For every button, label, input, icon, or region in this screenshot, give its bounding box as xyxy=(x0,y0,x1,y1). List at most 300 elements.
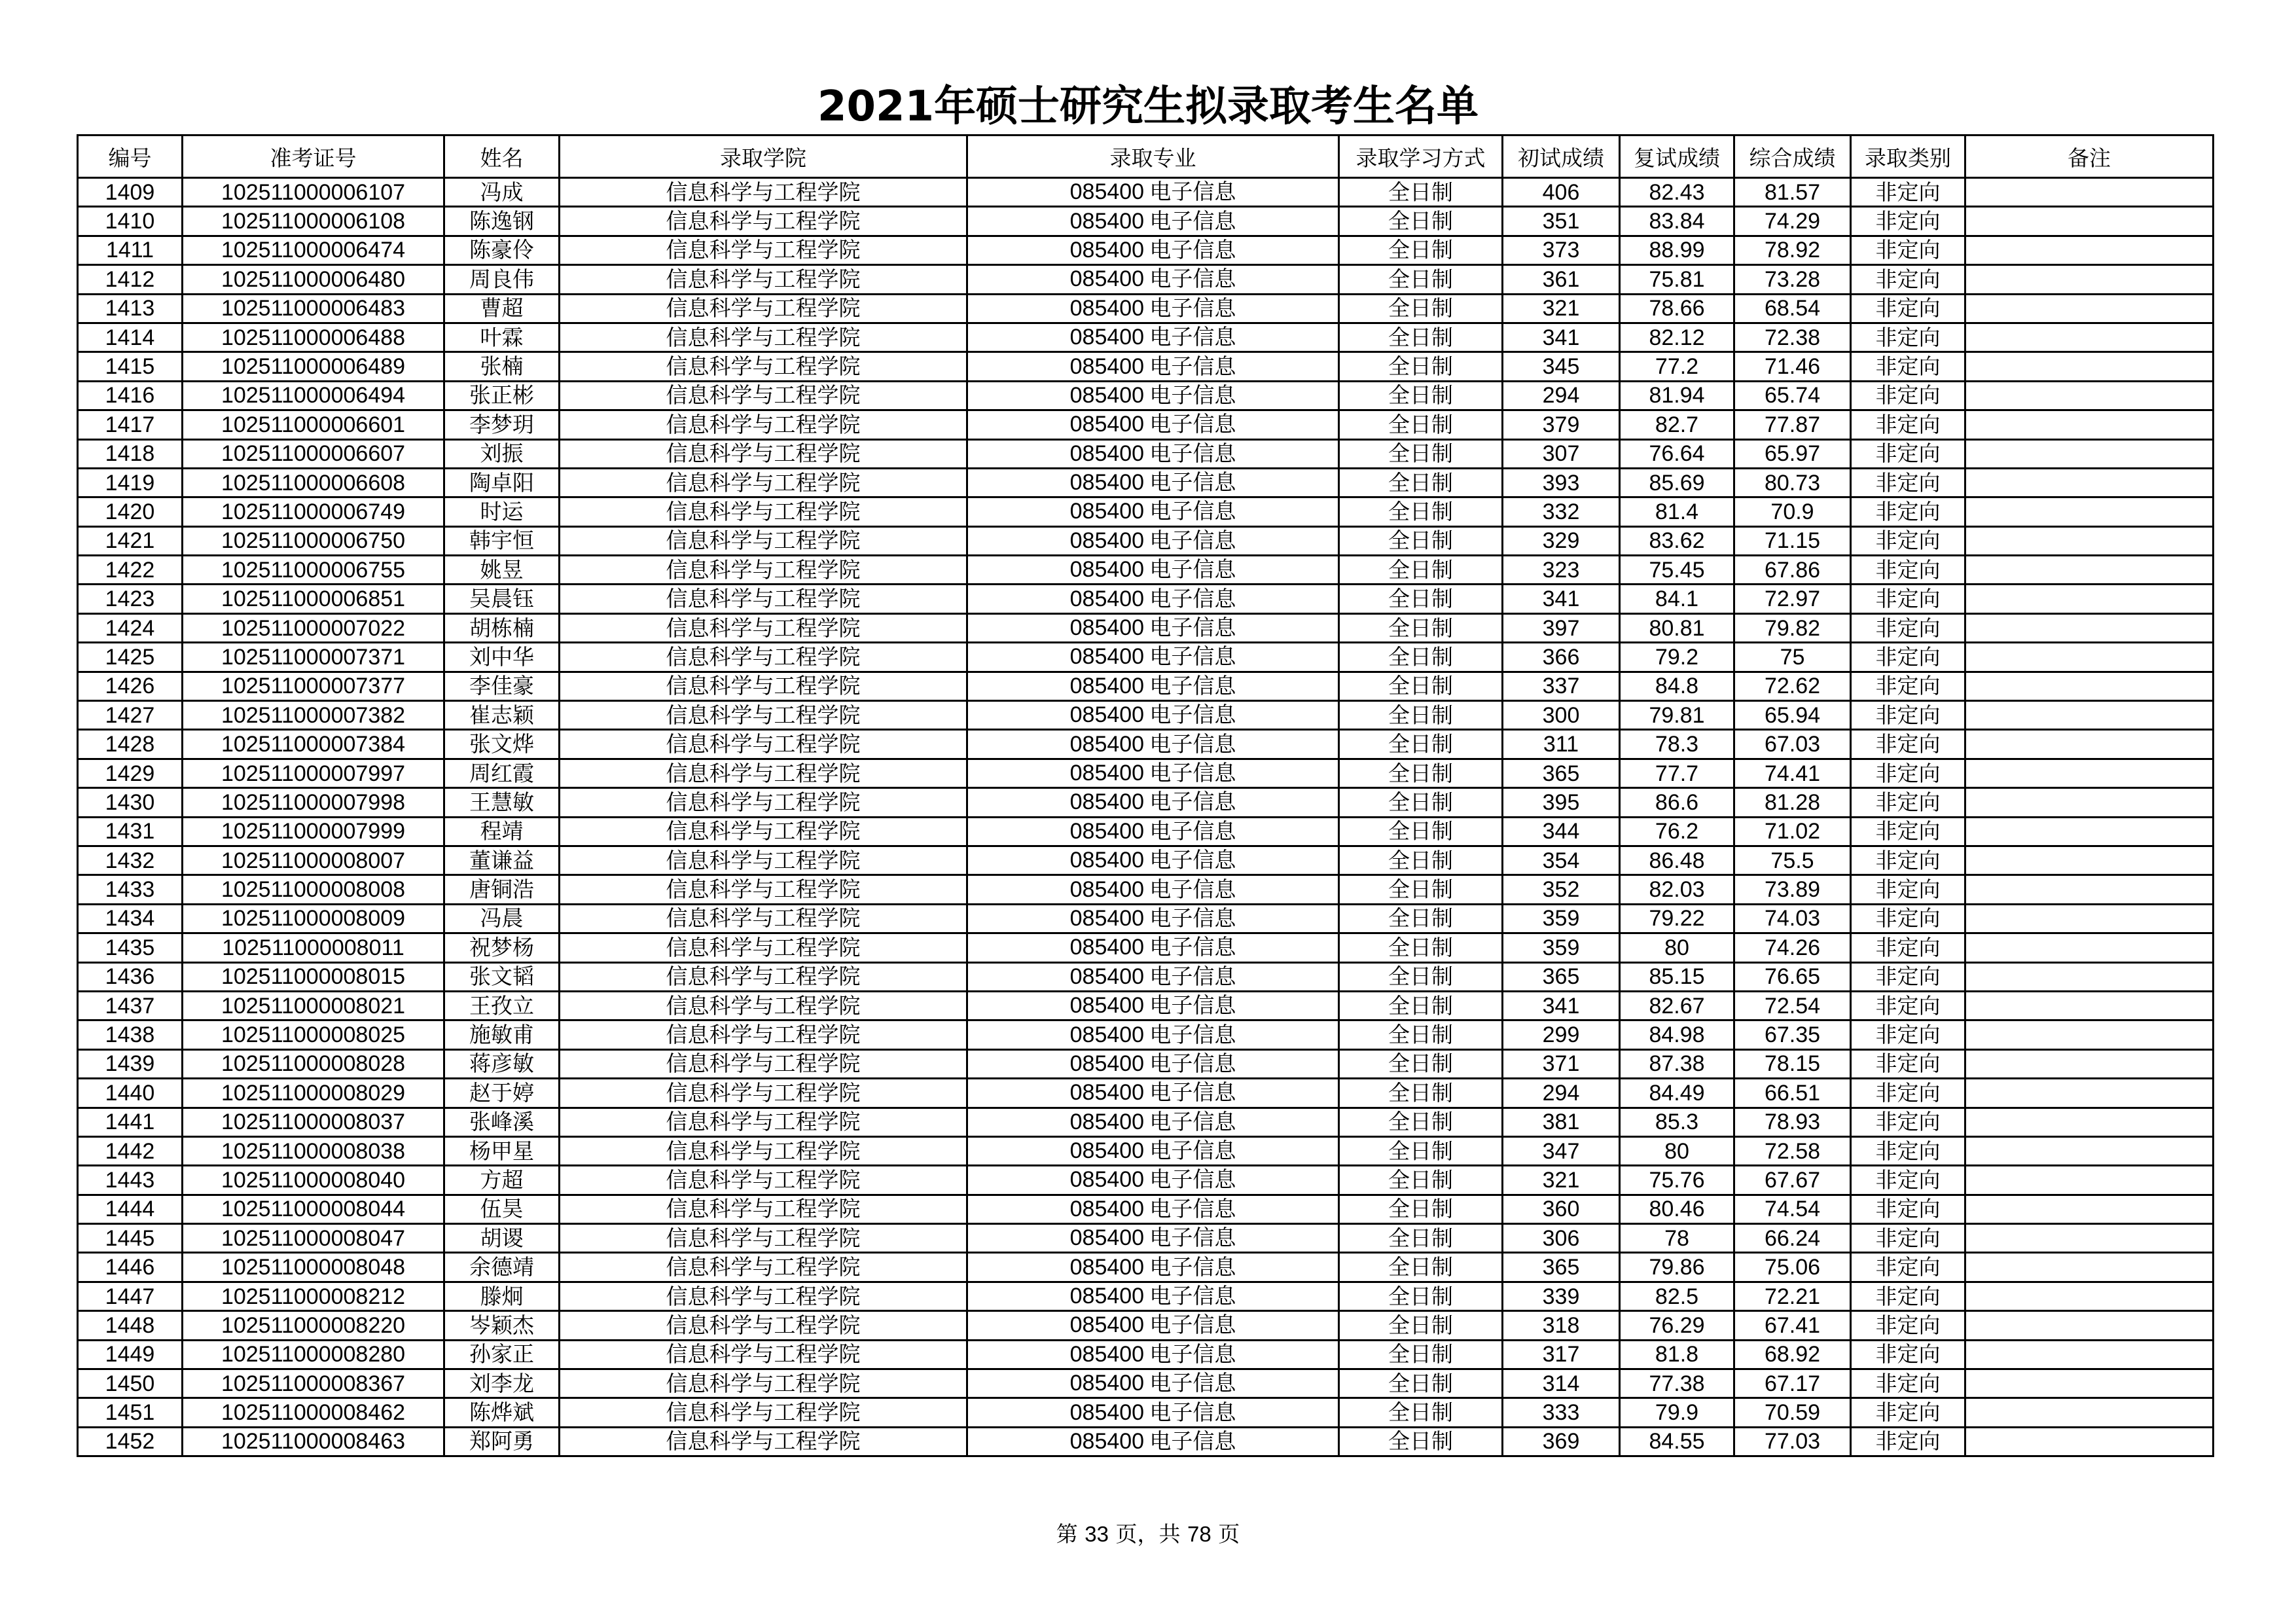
cell-major xyxy=(967,178,1339,207)
cell-exam-number: 102511000008462 xyxy=(183,1398,444,1427)
cell-category: 非定向 xyxy=(1851,701,1965,730)
cell-retest-score: 76.2 xyxy=(1620,817,1734,846)
cell-remarks xyxy=(1965,991,2214,1020)
cell-total-score: 67.03 xyxy=(1734,730,1851,759)
cell-retest-score: 88.99 xyxy=(1620,236,1734,264)
cell-major xyxy=(967,759,1339,787)
cell-college: 信息科学与工程学院 xyxy=(560,846,967,875)
cell-retest-score: 84.98 xyxy=(1620,1020,1734,1049)
cell-name: 周红霞 xyxy=(444,759,560,787)
cell-college: 信息科学与工程学院 xyxy=(560,323,967,352)
major-code: 085400 xyxy=(1069,1399,1145,1425)
cell-study-mode: 全日制 xyxy=(1339,1253,1503,1282)
major-name: 电子信息 xyxy=(1149,440,1236,466)
cell-college: 信息科学与工程学院 xyxy=(560,1136,967,1165)
table-row xyxy=(78,294,2214,323)
major-code: 085400 xyxy=(1069,528,1145,553)
cell-name: 张文烨 xyxy=(444,730,560,759)
cell-total-score: 75.5 xyxy=(1734,846,1851,875)
cell-id: 1422 xyxy=(78,556,183,585)
major-code: 085400 xyxy=(1069,761,1145,785)
cell-exam-number: 102511000007997 xyxy=(183,759,444,787)
cell-remarks xyxy=(1965,643,2214,672)
cell-category: 非定向 xyxy=(1851,933,1965,962)
cell-total-score: 72.54 xyxy=(1734,991,1851,1020)
cell-remarks xyxy=(1965,323,2214,352)
cell-exam-number: 102511000008015 xyxy=(183,962,444,991)
table-row xyxy=(78,817,2214,846)
cell-exam-number: 102511000008008 xyxy=(183,875,444,904)
cell-initial-score: 366 xyxy=(1503,643,1620,672)
cell-category: 非定向 xyxy=(1851,1166,1965,1195)
cell-exam-number: 102511000006749 xyxy=(183,497,444,526)
cell-remarks xyxy=(1965,1369,2214,1398)
cell-initial-score: 379 xyxy=(1503,410,1620,439)
major-name: 电子信息 xyxy=(1149,643,1236,670)
major-name: 电子信息 xyxy=(1149,731,1236,757)
cell-study-mode: 全日制 xyxy=(1339,933,1503,962)
cell-exam-number: 102511000006474 xyxy=(183,236,444,264)
cell-id: 1421 xyxy=(78,526,183,555)
cell-study-mode: 全日制 xyxy=(1339,613,1503,642)
cell-total-score: 70.9 xyxy=(1734,497,1851,526)
table-row xyxy=(78,904,2214,933)
cell-total-score: 72.62 xyxy=(1734,672,1851,700)
cell-id: 1418 xyxy=(78,439,183,468)
cell-major xyxy=(967,1427,1339,1456)
cell-initial-score: 341 xyxy=(1503,991,1620,1020)
cell-total-score: 68.92 xyxy=(1734,1340,1851,1369)
table-row xyxy=(78,381,2214,410)
cell-study-mode: 全日制 xyxy=(1339,904,1503,933)
cell-category: 非定向 xyxy=(1851,759,1965,787)
cell-initial-score: 347 xyxy=(1503,1136,1620,1165)
cell-retest-score: 82.67 xyxy=(1620,991,1734,1020)
cell-remarks xyxy=(1965,556,2214,585)
cell-id: 1410 xyxy=(78,207,183,236)
cell-initial-score: 294 xyxy=(1503,1079,1620,1108)
cell-remarks xyxy=(1965,1398,2214,1427)
cell-total-score: 72.58 xyxy=(1734,1136,1851,1165)
table-row xyxy=(78,846,2214,875)
cell-total-score: 79.82 xyxy=(1734,613,1851,642)
cell-college: 信息科学与工程学院 xyxy=(560,1398,967,1427)
cell-total-score: 81.28 xyxy=(1734,788,1851,817)
cell-exam-number: 102511000008021 xyxy=(183,991,444,1020)
cell-id: 1443 xyxy=(78,1166,183,1195)
cell-category: 非定向 xyxy=(1851,1049,1965,1078)
cell-major xyxy=(967,497,1339,526)
cell-category: 非定向 xyxy=(1851,904,1965,933)
cell-study-mode: 全日制 xyxy=(1339,439,1503,468)
cell-remarks xyxy=(1965,933,2214,962)
cell-study-mode: 全日制 xyxy=(1339,730,1503,759)
major-name: 电子信息 xyxy=(1149,876,1236,902)
cell-name: 李佳豪 xyxy=(444,672,560,700)
cell-exam-number: 102511000008220 xyxy=(183,1311,444,1340)
cell-exam-number: 102511000007371 xyxy=(183,643,444,672)
table-row xyxy=(78,933,2214,962)
cell-exam-number: 102511000006483 xyxy=(183,294,444,323)
footer-middle: 页，共 xyxy=(1115,1521,1181,1547)
major-name: 电子信息 xyxy=(1149,556,1236,583)
cell-study-mode: 全日制 xyxy=(1339,1079,1503,1108)
cell-total-score: 76.65 xyxy=(1734,962,1851,991)
cell-total-score: 67.86 xyxy=(1734,556,1851,585)
cell-exam-number: 102511000008038 xyxy=(183,1136,444,1165)
cell-study-mode: 全日制 xyxy=(1339,1369,1503,1398)
cell-remarks xyxy=(1965,585,2214,613)
cell-remarks xyxy=(1965,788,2214,817)
cell-id: 1440 xyxy=(78,1079,183,1108)
major-code: 085400 xyxy=(1069,1080,1145,1106)
cell-id: 1439 xyxy=(78,1049,183,1078)
cell-name: 张峰溪 xyxy=(444,1108,560,1136)
cell-exam-number: 102511000008040 xyxy=(183,1166,444,1195)
cell-remarks xyxy=(1965,1136,2214,1165)
total-page-count: 78 xyxy=(1187,1522,1211,1546)
cell-category: 非定向 xyxy=(1851,439,1965,468)
cell-id: 1448 xyxy=(78,1311,183,1340)
cell-study-mode: 全日制 xyxy=(1339,410,1503,439)
cell-id: 1416 xyxy=(78,381,183,410)
cell-major xyxy=(967,788,1339,817)
cell-name: 胡栋楠 xyxy=(444,613,560,642)
cell-study-mode: 全日制 xyxy=(1339,759,1503,787)
cell-initial-score: 365 xyxy=(1503,759,1620,787)
cell-category: 非定向 xyxy=(1851,1079,1965,1108)
cell-major xyxy=(967,1195,1339,1223)
cell-initial-score: 395 xyxy=(1503,788,1620,817)
cell-category: 非定向 xyxy=(1851,1195,1965,1223)
cell-college: 信息科学与工程学院 xyxy=(560,701,967,730)
cell-id: 1434 xyxy=(78,904,183,933)
cell-initial-score: 381 xyxy=(1503,1108,1620,1136)
cell-college: 信息科学与工程学院 xyxy=(560,556,967,585)
cell-name: 唐铜浩 xyxy=(444,875,560,904)
cell-study-mode: 全日制 xyxy=(1339,556,1503,585)
major-name: 电子信息 xyxy=(1149,963,1236,989)
major-code: 085400 xyxy=(1069,586,1145,611)
cell-exam-number: 102511000007377 xyxy=(183,672,444,700)
cell-college: 信息科学与工程学院 xyxy=(560,410,967,439)
major-code: 085400 xyxy=(1069,1254,1145,1280)
cell-category: 非定向 xyxy=(1851,1224,1965,1253)
cell-remarks xyxy=(1965,410,2214,439)
cell-retest-score: 81.4 xyxy=(1620,497,1734,526)
cell-total-score: 74.29 xyxy=(1734,207,1851,236)
cell-remarks xyxy=(1965,178,2214,207)
cell-name: 赵于婷 xyxy=(444,1079,560,1108)
table-row xyxy=(78,1224,2214,1253)
major-name: 电子信息 xyxy=(1149,208,1236,234)
cell-major xyxy=(967,1079,1339,1108)
table-row xyxy=(78,613,2214,642)
cell-major xyxy=(967,352,1339,381)
cell-name: 滕炯 xyxy=(444,1282,560,1310)
cell-remarks xyxy=(1965,1079,2214,1108)
cell-name: 曹超 xyxy=(444,294,560,323)
cell-exam-number: 102511000008028 xyxy=(183,1049,444,1078)
cell-college: 信息科学与工程学院 xyxy=(560,730,967,759)
cell-name: 伍昊 xyxy=(444,1195,560,1223)
cell-total-score: 77.03 xyxy=(1734,1427,1851,1456)
cell-category: 非定向 xyxy=(1851,236,1965,264)
cell-total-score: 71.46 xyxy=(1734,352,1851,381)
cell-major xyxy=(967,875,1339,904)
cell-college: 信息科学与工程学院 xyxy=(560,904,967,933)
cell-study-mode: 全日制 xyxy=(1339,352,1503,381)
cell-id: 1452 xyxy=(78,1427,183,1456)
major-name: 电子信息 xyxy=(1149,469,1236,496)
cell-retest-score: 85.15 xyxy=(1620,962,1734,991)
cell-initial-score: 317 xyxy=(1503,1340,1620,1369)
cell-initial-score: 311 xyxy=(1503,730,1620,759)
cell-major xyxy=(967,1049,1339,1078)
cell-exam-number: 102511000008048 xyxy=(183,1253,444,1282)
cell-major xyxy=(967,556,1339,585)
cell-name: 崔志颖 xyxy=(444,701,560,730)
cell-name: 郑阿勇 xyxy=(444,1427,560,1456)
cell-retest-score: 82.7 xyxy=(1620,410,1734,439)
cell-college: 信息科学与工程学院 xyxy=(560,207,967,236)
cell-name: 孙家正 xyxy=(444,1340,560,1369)
cell-major xyxy=(967,613,1339,642)
cell-exam-number: 102511000006480 xyxy=(183,265,444,294)
major-name: 电子信息 xyxy=(1149,324,1236,350)
cell-category: 非定向 xyxy=(1851,672,1965,700)
major-code: 085400 xyxy=(1069,1051,1145,1076)
cell-major xyxy=(967,439,1339,468)
cell-initial-score: 365 xyxy=(1503,962,1620,991)
table-row xyxy=(78,497,2214,526)
cell-college: 信息科学与工程学院 xyxy=(560,294,967,323)
cell-category: 非定向 xyxy=(1851,730,1965,759)
cell-college: 信息科学与工程学院 xyxy=(560,875,967,904)
cell-id: 1411 xyxy=(78,236,183,264)
cell-remarks xyxy=(1965,497,2214,526)
cell-study-mode: 全日制 xyxy=(1339,1282,1503,1310)
page-title: 2021年硕士研究生拟录取考生名单 xyxy=(817,82,1479,131)
cell-id: 1433 xyxy=(78,875,183,904)
cell-total-score: 81.57 xyxy=(1734,178,1851,207)
cell-total-score: 80.73 xyxy=(1734,468,1851,497)
cell-college: 信息科学与工程学院 xyxy=(560,962,967,991)
cell-name: 吴晨钰 xyxy=(444,585,560,613)
cell-study-mode: 全日制 xyxy=(1339,1224,1503,1253)
cell-remarks xyxy=(1965,1166,2214,1195)
cell-study-mode: 全日制 xyxy=(1339,1020,1503,1049)
cell-exam-number: 102511000006755 xyxy=(183,556,444,585)
cell-study-mode: 全日制 xyxy=(1339,1340,1503,1369)
cell-exam-number: 102511000008212 xyxy=(183,1282,444,1310)
cell-remarks xyxy=(1965,875,2214,904)
cell-retest-score: 79.81 xyxy=(1620,701,1734,730)
major-name: 电子信息 xyxy=(1149,1138,1236,1164)
cell-major xyxy=(967,817,1339,846)
cell-remarks xyxy=(1965,1195,2214,1223)
cell-category: 非定向 xyxy=(1851,323,1965,352)
cell-college: 信息科学与工程学院 xyxy=(560,178,967,207)
cell-category: 非定向 xyxy=(1851,468,1965,497)
cell-college: 信息科学与工程学院 xyxy=(560,1311,967,1340)
major-name: 电子信息 xyxy=(1149,1341,1236,1367)
major-code: 085400 xyxy=(1069,1428,1145,1454)
cell-major xyxy=(967,381,1339,410)
cell-name: 姚昱 xyxy=(444,556,560,585)
cell-id: 1428 xyxy=(78,730,183,759)
table-row xyxy=(78,207,2214,236)
cell-remarks xyxy=(1965,701,2214,730)
cell-id: 1432 xyxy=(78,846,183,875)
cell-college: 信息科学与工程学院 xyxy=(560,265,967,294)
cell-retest-score: 82.12 xyxy=(1620,323,1734,352)
major-code: 085400 xyxy=(1069,470,1145,496)
cell-name: 张楠 xyxy=(444,352,560,381)
column-header-exam-number: 准考证号 xyxy=(183,135,444,178)
table-row xyxy=(78,1049,2214,1078)
cell-initial-score: 397 xyxy=(1503,613,1620,642)
cell-name: 刘中华 xyxy=(444,643,560,672)
cell-retest-score: 84.1 xyxy=(1620,585,1734,613)
major-name: 电子信息 xyxy=(1149,585,1236,611)
cell-retest-score: 84.55 xyxy=(1620,1427,1734,1456)
cell-study-mode: 全日制 xyxy=(1339,817,1503,846)
cell-major xyxy=(967,846,1339,875)
cell-college: 信息科学与工程学院 xyxy=(560,672,967,700)
major-name: 电子信息 xyxy=(1149,411,1236,437)
table-row xyxy=(78,1079,2214,1108)
table-row xyxy=(78,352,2214,381)
cell-college: 信息科学与工程学院 xyxy=(560,933,967,962)
cell-study-mode: 全日制 xyxy=(1339,323,1503,352)
cell-study-mode: 全日制 xyxy=(1339,468,1503,497)
cell-id: 1427 xyxy=(78,701,183,730)
cell-college: 信息科学与工程学院 xyxy=(560,1224,967,1253)
cell-college: 信息科学与工程学院 xyxy=(560,991,967,1020)
cell-remarks xyxy=(1965,672,2214,700)
cell-major xyxy=(967,643,1339,672)
cell-college: 信息科学与工程学院 xyxy=(560,1369,967,1398)
cell-retest-score: 82.43 xyxy=(1620,178,1734,207)
cell-id: 1415 xyxy=(78,352,183,381)
cell-id: 1436 xyxy=(78,962,183,991)
cell-exam-number: 102511000006601 xyxy=(183,410,444,439)
cell-college: 信息科学与工程学院 xyxy=(560,585,967,613)
cell-id: 1430 xyxy=(78,788,183,817)
cell-total-score: 65.74 xyxy=(1734,381,1851,410)
major-code: 085400 xyxy=(1069,208,1145,234)
major-code: 085400 xyxy=(1069,905,1145,931)
major-name: 电子信息 xyxy=(1149,1370,1236,1396)
column-header-initial-score: 初试成绩 xyxy=(1503,135,1620,178)
cell-retest-score: 79.22 xyxy=(1620,904,1734,933)
cell-total-score: 74.26 xyxy=(1734,933,1851,962)
major-name: 电子信息 xyxy=(1149,236,1236,262)
column-header-name: 姓名 xyxy=(444,135,560,178)
cell-name: 蒋彦敏 xyxy=(444,1049,560,1078)
cell-college: 信息科学与工程学院 xyxy=(560,613,967,642)
cell-category: 非定向 xyxy=(1851,556,1965,585)
cell-initial-score: 300 xyxy=(1503,701,1620,730)
cell-total-score: 75 xyxy=(1734,643,1851,672)
cell-initial-score: 323 xyxy=(1503,556,1620,585)
cell-initial-score: 354 xyxy=(1503,846,1620,875)
cell-remarks xyxy=(1965,1224,2214,1253)
cell-retest-score: 76.29 xyxy=(1620,1311,1734,1340)
major-name: 电子信息 xyxy=(1149,1283,1236,1309)
cell-college: 信息科学与工程学院 xyxy=(560,526,967,555)
cell-study-mode: 全日制 xyxy=(1339,846,1503,875)
cell-category: 非定向 xyxy=(1851,1369,1965,1398)
major-code: 085400 xyxy=(1069,382,1145,408)
major-name: 电子信息 xyxy=(1149,382,1236,408)
table-row xyxy=(78,1195,2214,1223)
cell-retest-score: 86.48 xyxy=(1620,846,1734,875)
cell-college: 信息科学与工程学院 xyxy=(560,1195,967,1223)
cell-retest-score: 87.38 xyxy=(1620,1049,1734,1078)
cell-name: 余德靖 xyxy=(444,1253,560,1282)
cell-total-score: 77.87 xyxy=(1734,410,1851,439)
cell-initial-score: 359 xyxy=(1503,904,1620,933)
cell-study-mode: 全日制 xyxy=(1339,1195,1503,1223)
cell-total-score: 71.02 xyxy=(1734,817,1851,846)
cell-remarks xyxy=(1965,294,2214,323)
cell-category: 非定向 xyxy=(1851,1020,1965,1049)
cell-college: 信息科学与工程学院 xyxy=(560,381,967,410)
cell-college: 信息科学与工程学院 xyxy=(560,1282,967,1310)
cell-exam-number: 102511000007384 xyxy=(183,730,444,759)
cell-initial-score: 341 xyxy=(1503,585,1620,613)
cell-name: 张文韬 xyxy=(444,962,560,991)
cell-study-mode: 全日制 xyxy=(1339,381,1503,410)
major-code: 085400 xyxy=(1069,1312,1145,1338)
table-row xyxy=(78,788,2214,817)
cell-exam-number: 102511000008463 xyxy=(183,1427,444,1456)
cell-id: 1438 xyxy=(78,1020,183,1049)
cell-remarks xyxy=(1965,526,2214,555)
major-name: 电子信息 xyxy=(1149,1428,1236,1454)
admission-table xyxy=(77,134,2214,1457)
major-name: 电子信息 xyxy=(1149,1225,1236,1251)
major-code: 085400 xyxy=(1069,325,1145,350)
cell-exam-number: 102511000006608 xyxy=(183,468,444,497)
major-name: 电子信息 xyxy=(1149,1399,1236,1425)
cell-initial-score: 321 xyxy=(1503,294,1620,323)
cell-total-score: 71.15 xyxy=(1734,526,1851,555)
major-code: 085400 xyxy=(1069,848,1145,873)
cell-retest-score: 84.8 xyxy=(1620,672,1734,700)
cell-remarks xyxy=(1965,1020,2214,1049)
cell-college: 信息科学与工程学院 xyxy=(560,1020,967,1049)
cell-major xyxy=(967,468,1339,497)
cell-study-mode: 全日制 xyxy=(1339,497,1503,526)
cell-name: 董谦益 xyxy=(444,846,560,875)
cell-id: 1441 xyxy=(78,1108,183,1136)
major-name: 电子信息 xyxy=(1149,934,1236,960)
cell-study-mode: 全日制 xyxy=(1339,643,1503,672)
table-row xyxy=(78,759,2214,787)
table-row xyxy=(78,1020,2214,1049)
cell-exam-number: 102511000007999 xyxy=(183,817,444,846)
cell-remarks xyxy=(1965,904,2214,933)
cell-college: 信息科学与工程学院 xyxy=(560,817,967,846)
cell-retest-score: 78.3 xyxy=(1620,730,1734,759)
major-name: 电子信息 xyxy=(1149,760,1236,785)
cell-major xyxy=(967,904,1339,933)
table-row xyxy=(78,265,2214,294)
cell-initial-score: 365 xyxy=(1503,1253,1620,1282)
